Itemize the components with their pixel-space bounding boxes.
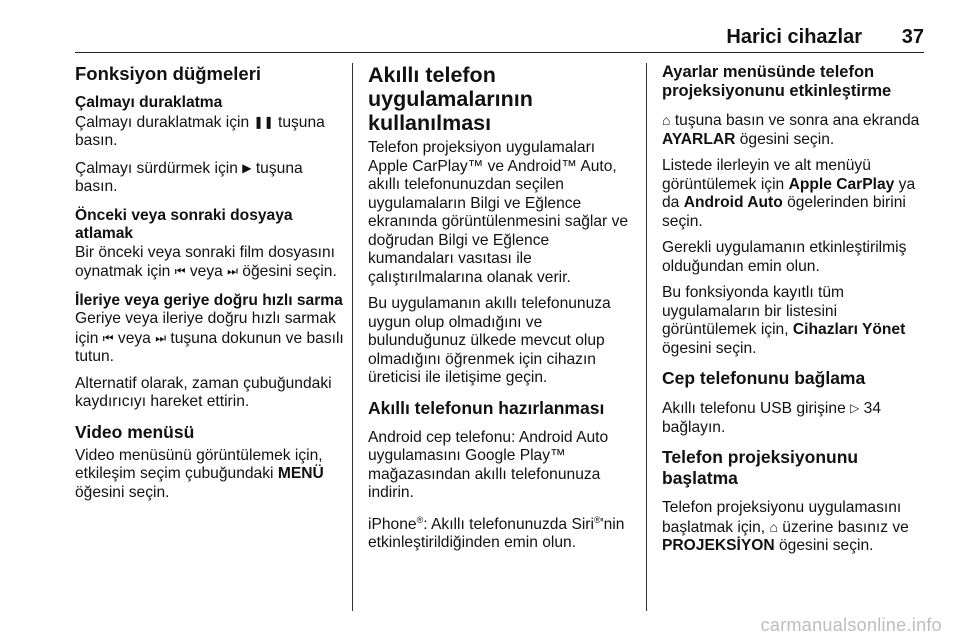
- paragraph: Video menüsünü görüntülemek için, etkileşim seçim çubuğundaki MENÜ öğesini seçin.: [75, 446, 324, 501]
- play-icon: ▶: [242, 160, 252, 175]
- skip-forward-icon: ⏭: [155, 330, 167, 345]
- section-heading: Video menüsü: [75, 421, 195, 442]
- skip-back-icon: ⏮: [174, 264, 186, 278]
- home-icon: ⌂: [769, 518, 778, 535]
- paragraph: Alternatif olarak, zaman çubuğundaki kaydırıcıyı hareket ettirin.: [75, 374, 332, 410]
- section-heading: Cep telefonunu bağlama: [662, 368, 866, 388]
- pause-icon: ❚❚: [253, 114, 274, 129]
- subheading: İleriye veya geriye doğru hızlı sarma: [75, 291, 343, 309]
- paragraph: Gerekli uygulamanın etkinleştirilmiş olduğundan emin olun.: [662, 239, 907, 275]
- page-number: 37: [901, 26, 924, 48]
- paragraph: Bu fonksiyonda kayıtlı tüm uygulamaların bir listesini görüntülemek için, Cihazları Yönet ögesini seçin.: [662, 284, 906, 357]
- column-divider: [352, 63, 353, 611]
- page-ref-arrow-icon: ▷: [850, 401, 860, 415]
- paragraph: Telefon projeksiyonu uygulamasını başlatmak için, ⌂ üzerine basınız ve PROJEKSİYON ögesini seçin.: [662, 499, 909, 554]
- paragraph: Bir önceki veya sonraki film dosyasını oynatmak için ⏮ veya ⏭ öğesini seçin.: [75, 243, 337, 280]
- subheading: Önceki veya sonraki dosyaya atlamak: [75, 206, 293, 242]
- paragraph: Çalmayı sürdürmek için ▶ tuşuna basın.: [75, 159, 303, 195]
- paragraph: Bu uygulamanın akıllı telefonunuza uygun olup olmadığını ve bulunduğunuz ülkede mevcut olup olmadığını öğrenmek için cihazın üreticisi ile iletişime geçin.: [368, 295, 611, 386]
- section-heading: Fonksiyon düğmeleri: [75, 63, 262, 84]
- paragraph: Android cep telefonu: Android Auto uygulamasını Google Play™ mağazasından akıllı telefonunuza indirin.: [368, 428, 609, 501]
- column-2: [368, 63, 638, 561]
- section-heading: Ayarlar menüsünde telefon projeksiyonunu etkinleştirme: [662, 63, 892, 100]
- paragraph: Listede ilerleyin ve alt menüyü görüntülemek için Apple CarPlay ya da Android Auto ögelerinden birini seçin.: [662, 157, 916, 230]
- column-3: [662, 63, 930, 564]
- section-heading: Akıllı telefonun hazırlanması: [368, 397, 605, 418]
- home-icon: ⌂: [662, 112, 671, 128]
- watermark: carmanualsonline.info: [760, 615, 942, 635]
- column-1: [75, 63, 347, 510]
- header-title: Harici cihazlar: [726, 26, 862, 48]
- section-heading: Akıllı telefon uygulamalarının kullanılması: [368, 63, 533, 135]
- subheading: Çalmayı duraklatma: [75, 94, 223, 111]
- paragraph: Çalmayı duraklatmak için ❚❚ tuşuna basın.: [75, 113, 325, 149]
- paragraph: ⌂ tuşuna basın ve sonra ana ekranda AYARLAR ögesini seçin.: [662, 112, 920, 148]
- page-header: [75, 22, 924, 53]
- skip-forward-icon: ⏭: [227, 264, 238, 278]
- paragraph: Geriye veya ileriye doğru hızlı sarmak için ⏮ veya ⏭ tuşuna dokunun ve basılı tutun.: [75, 310, 344, 365]
- column-divider: [646, 63, 647, 611]
- paragraph: Telefon projeksiyon uygulamaları Apple CarPlay™ ve Android™ Auto, akıllı telefonunuzdan seçilen uygulamaların Bilgi ve Eğlence ekranında görüntülenmesini sağlar ve doğrudan Bilgi ve Eğlence kumandaları vasıtası ile çalıştırılmalarına olanak verir.: [368, 139, 629, 286]
- section-heading: Telefon projeksiyonunu başlatma: [662, 447, 859, 488]
- skip-back-icon: ⏮: [102, 330, 114, 345]
- paragraph: Akıllı telefonu USB girişine ▷ 34 bağlayın.: [662, 400, 882, 436]
- paragraph: iPhone®: Akıllı telefonunuzda Siri®'nin etkinleştirildiğinden emin olun.: [368, 514, 625, 552]
